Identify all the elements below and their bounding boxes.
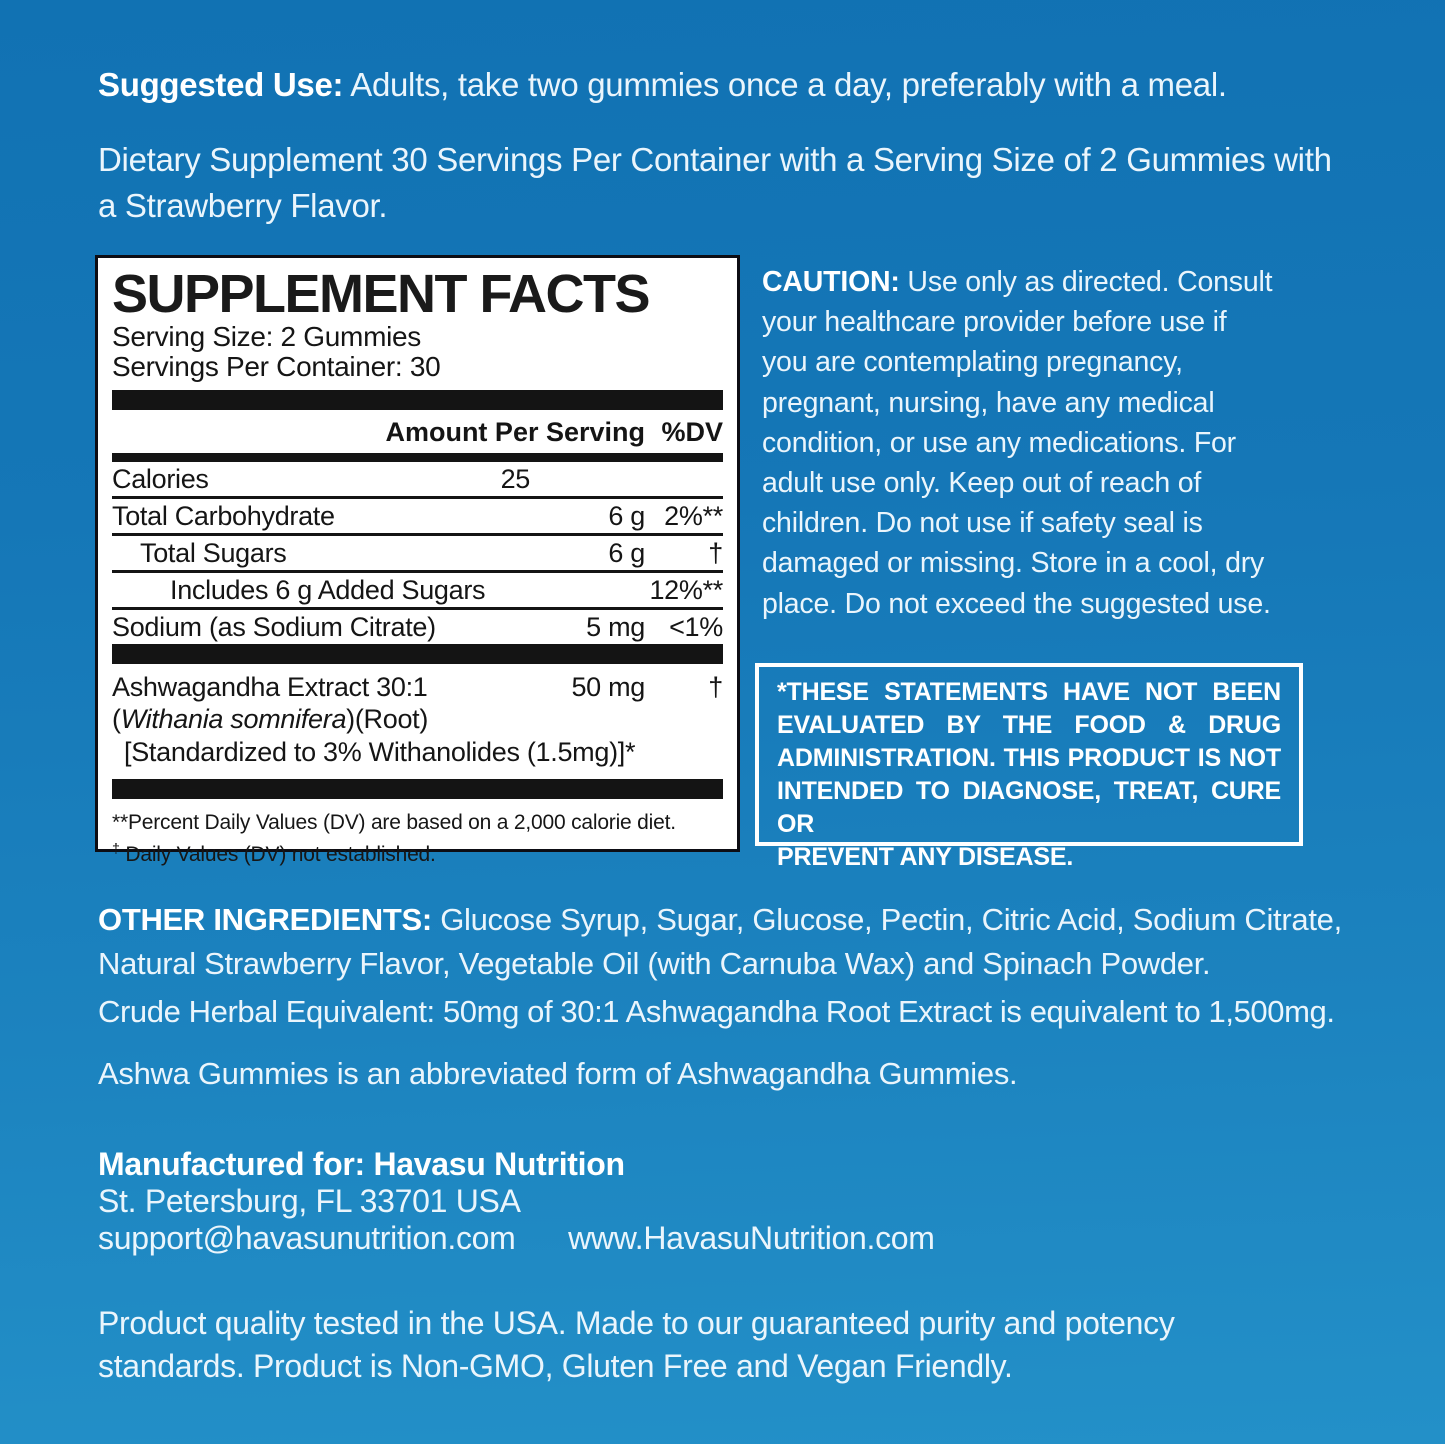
row-amount: 5 mg [586,611,645,642]
extract-dv: † [708,672,723,702]
other-ingredients-paragraph [98,898,1342,986]
caution-line-7: children. Do not use if safety seal is [762,507,1203,540]
facts-column-header [112,410,723,453]
other-ingredients-line-2: Natural Strawberry Flavor, Vegetable Oil (with Carnuba Wax) and Spinach Powder. [98,946,1211,981]
row-amount: 6 g [608,537,645,568]
other-ingredients-label: OTHER INGREDIENTS: [98,902,432,937]
row-dv: † [708,537,723,568]
row-name: Total Sugars [140,537,287,568]
suggested-use-label: Suggested Use: [98,66,344,103]
manufacturer-address-line: St. Petersburg, FL 33701 USA [98,1183,521,1219]
suggested-use-text: Adults, take two gummies once a day, preferably with a meal. [343,66,1227,103]
caution-line-1 [762,262,1322,302]
caution-line-4: pregnant, nursing, have any medical [762,386,1215,419]
fda-line-2: EVALUATED BY THE FOOD & DRUG [777,711,1281,739]
caution-paragraph [762,262,1322,624]
extract-standardized-line: [Standardized to 3% Withanolides (1.5mg)]* [124,737,636,767]
crude-herbal-equivalent-line: Crude Herbal Equivalent: 50mg of 30:1 Ashwagandha Root Extract is equivalent to 1,500mg. [98,994,1335,1029]
fda-line-3: ADMINISTRATION. THIS PRODUCT IS NOT [777,744,1281,772]
facts-row-added-sugars [112,573,723,610]
caution-line-5: condition, or use any medications. For [762,426,1236,459]
website-url: www.HavasuNutrition.com [568,1220,935,1256]
dietary-supplement-paragraph [98,137,1332,229]
footnote-dagger-text: Daily Values (DV) not established. [119,843,436,866]
quality-line-1: Product quality tested in the USA. Made to our guaranteed purity and potency [98,1305,1175,1341]
row-dv: 2%** [664,500,723,531]
footnote-dagger [112,836,723,868]
facts-row-total-carbohydrate [112,499,723,536]
column-amount-per-serving: Amount Per Serving [385,417,645,447]
species-paren-close: )(Root) [346,704,429,734]
row-amount: 6 g [608,500,645,531]
abbreviation-note-line: Ashwa Gummies is an abbreviated form of Ashwagandha Gummies. [98,1056,1018,1091]
manufacturer-contact-line [98,1220,935,1257]
row-name: Total Carbohydrate [112,500,335,531]
quality-statement-paragraph [98,1302,1175,1388]
dagger-symbol: † [112,841,120,857]
extract-name: Ashwagandha Extract 30:1 [112,672,428,702]
facts-row-ashwagandha-extract [112,672,723,703]
manufactured-for-line: Manufactured for: Havasu Nutrition [98,1146,625,1182]
serving-size: Serving Size: 2 Gummies [112,321,421,352]
row-name: Includes 6 g Added Sugars [170,574,486,605]
footnote-percent-dv: **Percent Daily Values (DV) are based on a 2,000 calorie diet. [112,811,676,834]
support-email: support@havasunutrition.com [98,1220,516,1256]
column-percent-dv: %DV [661,417,723,447]
caution-line-8: damaged or missing. Store in a cool, dry [762,547,1265,580]
caution-line-6: adult use only. Keep out of reach of [762,467,1202,500]
dietary-line-2: a Strawberry Flavor. [98,187,388,224]
row-dv: 12%** [649,574,723,605]
species-latin-name: Withania somnifera [120,704,347,734]
suggested-use-line [98,66,1227,104]
divider-bar-medium [112,453,723,462]
row-name: Sodium (as Sodium Citrate) [112,611,436,642]
facts-footnotes [112,809,723,868]
supplement-facts-panel [95,255,740,866]
facts-row-sodium [112,610,723,644]
caution-line-2: your healthcare provider before use if [762,306,1227,339]
facts-row-total-sugars [112,536,723,573]
row-amount: 25 [500,463,530,494]
fda-line-1: *THESE STATEMENTS HAVE NOT BEEN [777,678,1281,706]
caution-label: CAUTION: [762,266,900,298]
dietary-line-1: Dietary Supplement 30 Servings Per Container with a Serving Size of 2 Gummies with [98,141,1332,178]
extract-amount: 50 mg [571,672,645,702]
species-paren-open: ( [112,704,121,734]
fda-disclaimer-box [755,663,1303,871]
servings-per-container: Servings Per Container: 30 [112,351,441,382]
facts-row-calories [112,462,723,499]
other-ingredients-line-1-text: Glucose Syrup, Sugar, Glucose, Pectin, Citric Acid, Sodium Citrate, [431,902,1342,937]
caution-line-1-text: Use only as directed. Consult [899,266,1273,298]
caution-line-9: place. Do not exceed the suggested use. [762,587,1271,620]
row-name: Calories [112,463,209,494]
caution-line-3: you are contemplating pregnancy, [762,346,1183,379]
divider-bar-thick [112,779,723,799]
other-ingredients-line-1 [98,898,1342,942]
row-dv: <1% [669,611,723,642]
quality-line-2: standards. Product is Non-GMO, Gluten Free and Vegan Friendly. [98,1348,1013,1384]
fda-line-5: PREVENT ANY DISEASE. [777,843,1074,871]
extract-species-line [112,703,723,736]
divider-bar-thick [112,390,723,410]
manufacturer-block [98,1146,935,1257]
supplement-facts-title: SUPPLEMENT FACTS [112,264,650,324]
fda-line-4: INTENDED TO DIAGNOSE, TREAT, CURE OR [777,777,1281,838]
divider-bar-thick [112,644,723,664]
